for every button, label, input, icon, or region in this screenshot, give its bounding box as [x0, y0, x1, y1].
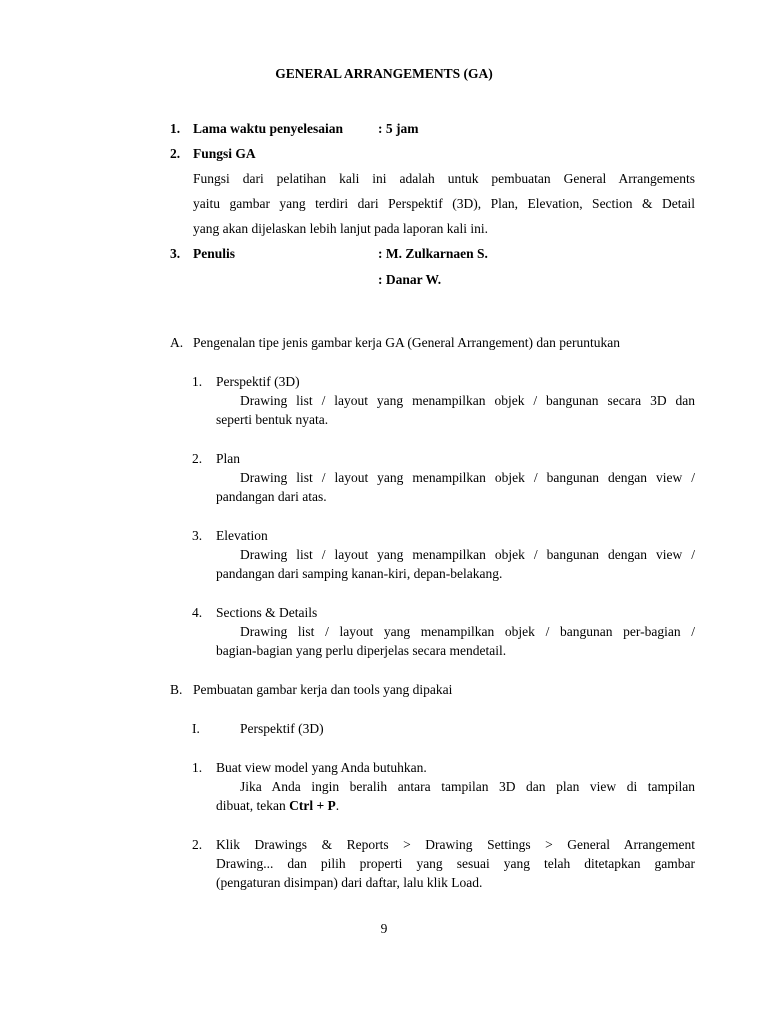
list-item-number: 4.	[192, 605, 203, 620]
step-text-line: Klik Drawings & Reports > Drawing Settings > General Arrangement	[216, 837, 695, 852]
author-value: : Danar W.	[378, 272, 442, 287]
step-text-line: Jika Anda ingin beralih antara tampilan 3D dan plan view di tampilan	[240, 779, 695, 794]
step-text-segment: dibuat, tekan	[216, 798, 290, 813]
list-item-number: 3.	[192, 528, 203, 543]
step-text-segment: .	[335, 798, 340, 813]
list-item-number: 1.	[192, 374, 203, 389]
duration-label: Lama waktu penyelesaian	[193, 121, 344, 136]
list-item-title: Perspektif (3D)	[216, 374, 300, 389]
step-text-line: Buat view model yang Anda butuhkan.	[216, 760, 427, 775]
step-number: 2.	[192, 837, 203, 852]
subsection-title: Perspektif (3D)	[240, 721, 324, 736]
function-text-line: Fungsi dari pelatihan kali ini adalah untuk pembuatan General Arrangements	[193, 171, 695, 186]
list-item-title: Elevation	[216, 528, 268, 543]
section-heading: Pengenalan tipe jenis gambar kerja GA (General Arrangement) dan peruntukan	[193, 335, 620, 350]
list-item-desc: pandangan dari samping kanan-kiri, depan-belakang.	[216, 566, 503, 581]
shortcut-text: Ctrl + P	[289, 798, 336, 813]
list-item-desc: pandangan dari atas.	[216, 489, 327, 504]
list-item-title: Sections & Details	[216, 605, 318, 620]
info-item-number: 2.	[170, 146, 181, 161]
step-text-line: Drawing... dan pilih properti yang sesuai yang telah ditetapkan gambar	[216, 856, 695, 871]
function-text-line: yaitu gambar yang terdiri dari Perspektif (3D), Plan, Elevation, Section & Detail	[193, 196, 695, 211]
list-item-desc: Drawing list / layout yang menampilkan objek / bangunan dengan view /	[240, 547, 695, 562]
author-value: : M. Zulkarnaen S.	[378, 246, 488, 261]
section-heading: Pembuatan gambar kerja dan tools yang dipakai	[193, 682, 453, 697]
step-number: 1.	[192, 760, 203, 775]
list-item-desc: Drawing list / layout yang menampilkan objek / bangunan secara 3D dan	[240, 393, 695, 408]
function-label: Fungsi GA	[193, 146, 256, 161]
duration-value: : 5 jam	[378, 121, 419, 136]
page-number: 9	[380, 921, 388, 936]
info-item-number: 3.	[170, 246, 181, 261]
list-item-desc: Drawing list / layout yang menampilkan objek / bangunan dengan view /	[240, 470, 695, 485]
page-title: GENERAL ARRANGEMENTS (GA)	[275, 66, 493, 81]
step-text-line: (pengaturan disimpan) dari daftar, lalu klik Load.	[216, 875, 483, 890]
list-item-desc: seperti bentuk nyata.	[216, 412, 329, 427]
author-label: Penulis	[193, 246, 236, 261]
section-letter: B.	[170, 682, 183, 697]
list-item-desc: bagian-bagian yang perlu diperjelas secara mendetail.	[216, 643, 507, 658]
function-text-line: yang akan dijelaskan lebih lanjut pada laporan kali ini.	[193, 221, 489, 236]
step-text-line	[216, 798, 339, 814]
list-item-number: 2.	[192, 451, 203, 466]
list-item-desc: Drawing list / layout yang menampilkan objek / bangunan per-bagian /	[240, 624, 695, 639]
subsection-roman: I.	[192, 721, 200, 736]
info-item-number: 1.	[170, 121, 181, 136]
section-letter: A.	[170, 335, 184, 350]
list-item-title: Plan	[216, 451, 241, 466]
